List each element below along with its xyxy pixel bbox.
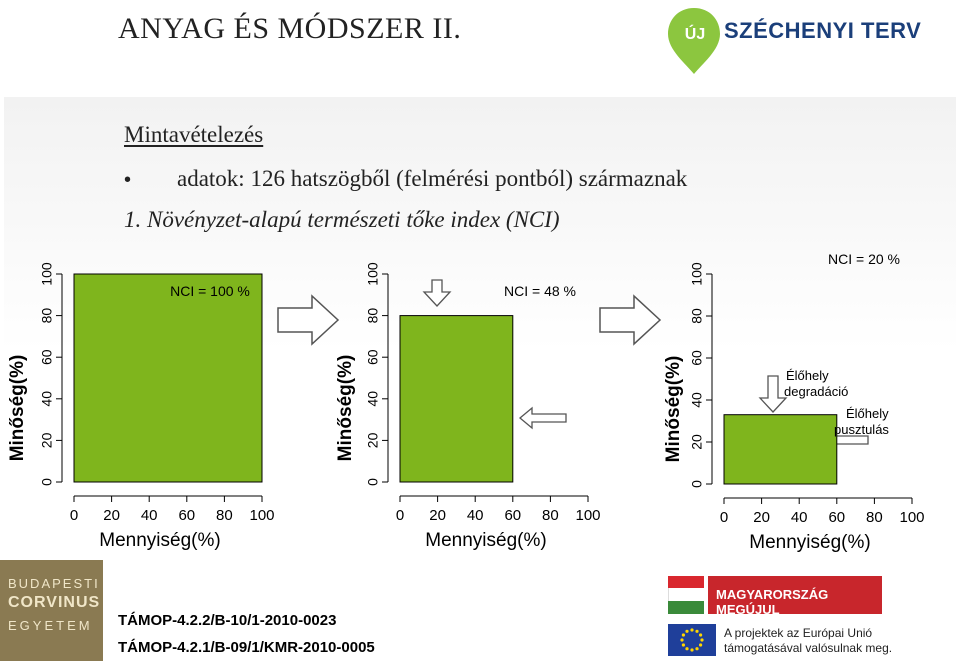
y-tick-label: 60 <box>38 349 55 365</box>
y-tick-label: 0 <box>364 478 381 486</box>
x-tick-label: 20 <box>103 507 120 524</box>
logo-text: SZÉCHENYI TERV <box>724 18 922 43</box>
y-tick-label: 80 <box>38 307 55 324</box>
y-tick-label: 20 <box>688 434 705 450</box>
mo-text: MAGYARORSZÁG MEGÚJUL <box>716 587 829 617</box>
section-heading: Mintavételezés <box>124 122 264 147</box>
annotation-degradation-1: Élőhely <box>786 368 829 383</box>
chart-title: NCI = 48 % <box>504 283 576 299</box>
tamop-code-1: TÁMOP-4.2.2/B-10/1-2010-0023 <box>118 612 337 629</box>
tamop-code-2: TÁMOP-4.2.1/B-09/1/KMR-2010-0005 <box>118 639 375 656</box>
corvinus-line-1: BUDAPESTI <box>8 576 100 591</box>
y-tick-label: 60 <box>364 349 381 365</box>
y-axis-label: Minőség(%) <box>663 355 685 463</box>
x-tick-label: 100 <box>249 507 275 524</box>
nci-charts <box>0 250 960 560</box>
x-axis-label: Mennyiség(%) <box>99 530 221 551</box>
x-tick-label: 60 <box>828 509 846 526</box>
y-tick-label: 80 <box>688 308 705 324</box>
left-arrow-icon <box>520 408 566 428</box>
y-tick-label: 40 <box>38 391 55 407</box>
numbered-item: 1. Növényzet-alapú természeti tőke index (NCI) <box>124 207 560 232</box>
chart-title: NCI = 100 % <box>170 283 250 299</box>
corvinus-line-2: CORVINUS <box>8 594 101 611</box>
y-tick-label: 20 <box>38 432 55 449</box>
bullet-text: adatok: 126 hatszögből (felmérési pontból) származnak <box>177 166 688 191</box>
x-tick-label: 80 <box>866 509 883 526</box>
eu-line-1: A projektek az Európai Unió <box>724 626 873 640</box>
eu-support-text <box>724 626 892 656</box>
x-tick-label: 40 <box>790 509 808 526</box>
x-tick-label: 60 <box>504 507 522 524</box>
right-arrow-icon <box>278 296 338 344</box>
x-tick-label: 100 <box>899 509 925 526</box>
down-arrow-icon <box>760 376 786 412</box>
page-title: ANYAG ÉS MÓDSZER II. <box>118 12 462 45</box>
annotation-destruction-2: pusztulás <box>834 422 889 437</box>
x-tick-label: 100 <box>575 507 601 524</box>
y-tick-label: 80 <box>364 307 381 324</box>
y-tick-label: 0 <box>688 480 705 488</box>
x-tick-label: 20 <box>753 509 770 526</box>
corvinus-logo <box>0 560 103 661</box>
y-axis-label: Minőség(%) <box>7 354 29 462</box>
x-tick-label: 60 <box>178 507 196 524</box>
nci-bar <box>724 415 837 484</box>
x-tick-label: 40 <box>140 507 158 524</box>
x-tick-label: 80 <box>216 507 233 524</box>
y-tick-label: 20 <box>364 432 381 449</box>
right-arrow-icon <box>600 296 660 344</box>
x-tick-label: 20 <box>429 507 446 524</box>
y-tick-label: 0 <box>38 478 55 486</box>
logo-badge: ÚJ <box>684 26 706 43</box>
x-tick-label: 0 <box>395 507 405 524</box>
y-tick-label: 40 <box>364 391 381 407</box>
eu-line-2: támogatásával valósulnak meg. <box>724 641 893 655</box>
chart-title: NCI = 20 % <box>828 251 900 267</box>
y-tick-label: 40 <box>688 392 705 408</box>
y-tick-label: 100 <box>38 262 55 286</box>
y-tick-label: 60 <box>688 350 705 366</box>
annotation-destruction-1: Élőhely <box>846 406 889 421</box>
x-axis-label: Mennyiség(%) <box>749 532 871 553</box>
nci-bar <box>74 274 262 482</box>
y-tick-label: 100 <box>364 262 381 286</box>
nci-bar <box>400 316 513 482</box>
x-tick-label: 40 <box>466 507 484 524</box>
magyarorszag-megujul-logo <box>668 576 882 617</box>
x-axis-label: Mennyiség(%) <box>425 530 547 551</box>
down-arrow-icon <box>424 280 450 306</box>
y-tick-label: 100 <box>688 262 705 286</box>
corvinus-line-3: EGYETEM <box>8 618 93 633</box>
x-tick-label: 80 <box>542 507 559 524</box>
bullet-icon: • <box>124 169 132 191</box>
y-axis-label: Minőség(%) <box>335 354 357 462</box>
x-tick-label: 0 <box>69 507 79 524</box>
x-tick-label: 0 <box>719 509 729 526</box>
eu-flag-icon <box>668 624 716 656</box>
annotation-degradation-2: degradáció <box>784 384 849 399</box>
